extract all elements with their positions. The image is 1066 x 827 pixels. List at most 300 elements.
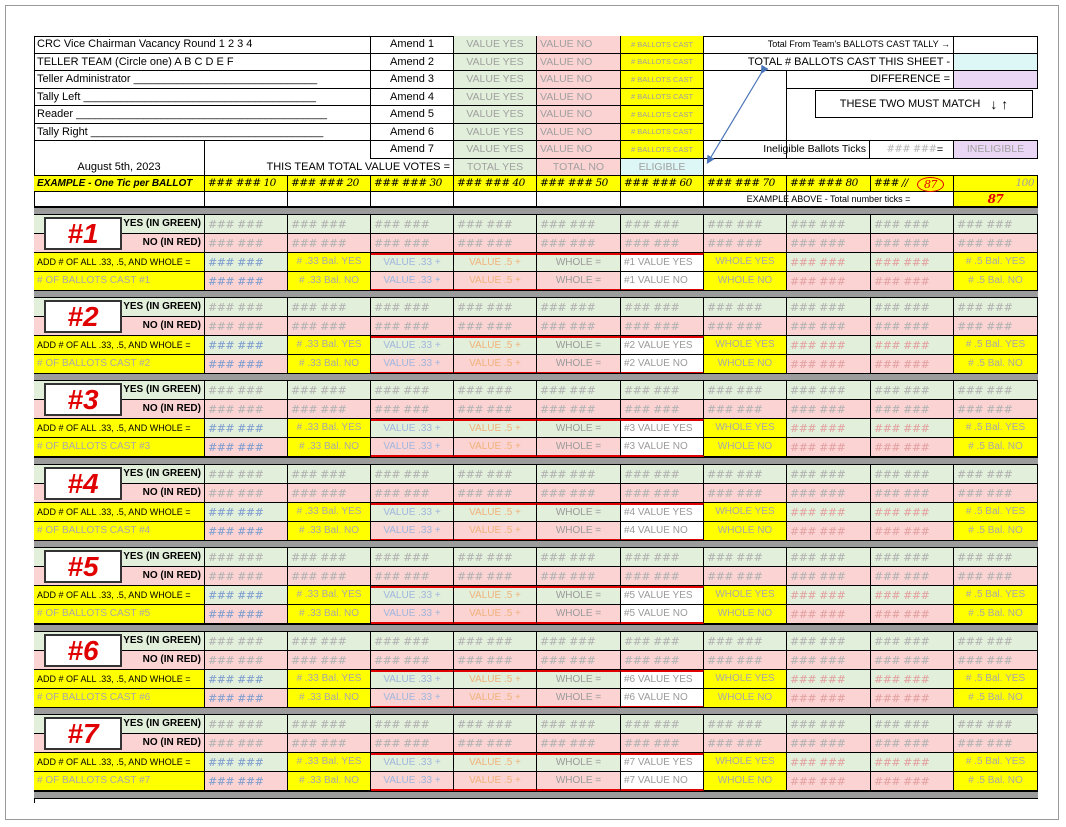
yes-tally-cell[interactable]: ### ### [205,465,288,484]
yes-tally-cell[interactable]: ### ### [871,465,954,484]
whole-yes-count[interactable]: WHOLE YES [704,336,787,355]
no-tally-cell[interactable]: ### ### [621,484,704,503]
whole-yes-cell[interactable]: WHOLE = [537,753,621,772]
no-tally-cell[interactable]: ### ### [371,400,454,419]
value-no-cell[interactable]: VALUE NO [537,71,621,89]
yes-tally-cell[interactable]: ### ### [704,381,787,400]
yes-tally-cell[interactable]: ### ### [371,298,454,317]
bal5-no-tally[interactable]: ### ### [787,772,871,791]
whole-yes-count[interactable]: WHOLE YES [704,670,787,689]
bal5-no-cell[interactable]: # .5 Bal. NO [954,438,1038,457]
whole-no-cell[interactable]: WHOLE = [537,605,621,624]
whole-yes-cell[interactable]: WHOLE = [537,336,621,355]
whole-no-cell[interactable]: WHOLE = [537,689,621,708]
yes-tally-cell[interactable]: ### ### [871,215,954,234]
bal33-yes-tally[interactable]: ### ### [205,670,288,689]
bal33-yes-tally[interactable]: ### ### [205,753,288,772]
no-tally-cell[interactable]: ### ### [537,400,621,419]
bal33-no-tally[interactable]: ### ### [205,355,288,374]
no-tally-cell[interactable]: ### ### [454,400,537,419]
no-tally-cell[interactable]: ### ### [621,651,704,670]
yes-tally-cell[interactable]: ### ### [454,381,537,400]
no-tally-cell[interactable]: ### ### [704,400,787,419]
no-tally-cell[interactable]: ### ### [371,567,454,586]
value-yes-cell[interactable]: VALUE YES [454,141,537,159]
no-tally-cell[interactable]: ### ### [704,651,787,670]
bal33-no-tally[interactable]: ### ### [205,438,288,457]
bal5-no-tally[interactable]: ### ### [787,689,871,708]
no-tally-cell[interactable]: ### ### [621,317,704,336]
bal5-no-tally[interactable]: ### ### [871,605,954,624]
bal33-no-tally[interactable]: ### ### [205,272,288,291]
bal33-yes-cell[interactable]: # .33 Bal. YES [288,670,371,689]
no-tally-cell[interactable]: ### ### [371,317,454,336]
bal5-yes-cell[interactable]: # .5 Bal. YES [954,419,1038,438]
no-tally-cell[interactable]: ### ### [704,317,787,336]
yes-tally-cell[interactable]: ### ### [954,381,1038,400]
yes-tally-cell[interactable]: ### ### [288,548,371,567]
no-tally-cell[interactable]: ### ### [205,567,288,586]
bal5-yes-tally[interactable]: ### ### [871,336,954,355]
yes-tally-cell[interactable]: ### ### [371,632,454,651]
ballots-cast-cell[interactable]: # BALLOTS CAST [621,106,704,124]
no-tally-cell[interactable]: ### ### [371,734,454,753]
value33-yes-cell[interactable]: VALUE .33 + [371,336,454,355]
bal5-no-tally[interactable]: ### ### [787,438,871,457]
whole-yes-count[interactable]: WHOLE YES [704,586,787,605]
no-tally-cell[interactable]: ### ### [371,234,454,253]
yes-tally-cell[interactable]: ### ### [454,632,537,651]
value5-no-cell[interactable]: VALUE .5 + [454,689,537,708]
bal5-yes-tally[interactable]: ### ### [787,253,871,272]
no-tally-cell[interactable]: ### ### [787,734,871,753]
yes-tally-cell[interactable]: ### ### [704,298,787,317]
no-tally-cell[interactable]: ### ### [205,317,288,336]
bal5-yes-tally[interactable]: ### ### [871,670,954,689]
ballots-cast-cell[interactable]: # BALLOTS CAST [621,141,704,159]
yes-tally-cell[interactable]: ### ### [454,215,537,234]
yes-tally-cell[interactable]: ### ### [205,298,288,317]
bal5-yes-cell[interactable]: # .5 Bal. YES [954,670,1038,689]
bal5-no-tally[interactable]: ### ### [787,272,871,291]
bal33-yes-cell[interactable]: # .33 Bal. YES [288,253,371,272]
yes-tally-cell[interactable]: ### ### [787,715,871,734]
total-yes-cell[interactable]: TOTAL YES [454,159,537,176]
value-no-result[interactable]: #7 VALUE NO [621,772,704,791]
no-tally-cell[interactable]: ### ### [454,567,537,586]
yes-tally-cell[interactable]: ### ### [621,715,704,734]
yes-tally-cell[interactable]: ### ### [205,381,288,400]
whole-no-cell[interactable]: WHOLE = [537,438,621,457]
bal5-yes-tally[interactable]: ### ### [871,503,954,522]
value33-yes-cell[interactable]: VALUE .33 + [371,503,454,522]
yes-tally-cell[interactable]: ### ### [954,215,1038,234]
no-tally-cell[interactable]: ### ### [871,567,954,586]
yes-tally-cell[interactable]: ### ### [288,215,371,234]
no-tally-cell[interactable]: ### ### [205,400,288,419]
yes-tally-cell[interactable]: ### ### [787,381,871,400]
yes-tally-cell[interactable]: ### ### [704,548,787,567]
no-tally-cell[interactable]: ### ### [787,567,871,586]
bal5-no-tally[interactable]: ### ### [787,355,871,374]
value-no-result[interactable]: #4 VALUE NO [621,522,704,541]
yes-tally-cell[interactable]: ### ### [205,632,288,651]
ineligible-value[interactable]: INELIGIBLE [954,141,1038,159]
bal5-no-tally[interactable]: ### ### [871,522,954,541]
yes-tally-cell[interactable]: ### ### [454,465,537,484]
no-tally-cell[interactable]: ### ### [954,734,1038,753]
bal5-yes-tally[interactable]: ### ### [871,586,954,605]
bal33-no-cell[interactable]: # .33 Bal. NO [288,355,371,374]
value-yes-cell[interactable]: VALUE YES [454,36,537,54]
yes-tally-cell[interactable]: ### ### [704,465,787,484]
no-tally-cell[interactable]: ### ### [537,651,621,670]
no-tally-cell[interactable]: ### ### [205,651,288,670]
no-tally-cell[interactable]: ### ### [787,651,871,670]
whole-no-cell[interactable]: WHOLE = [537,772,621,791]
whole-no-count[interactable]: WHOLE NO [704,438,787,457]
yes-tally-cell[interactable]: ### ### [454,715,537,734]
no-tally-cell[interactable]: ### ### [954,234,1038,253]
no-tally-cell[interactable]: ### ### [288,734,371,753]
value5-no-cell[interactable]: VALUE .5 + [454,605,537,624]
bal5-yes-tally[interactable]: ### ### [787,419,871,438]
value-no-cell[interactable]: VALUE NO [537,36,621,54]
ballots-cast-cell[interactable]: # BALLOTS CAST [621,89,704,106]
total-from-team-value[interactable] [954,36,1038,54]
bal5-yes-cell[interactable]: # .5 Bal. YES [954,503,1038,522]
yes-tally-cell[interactable]: ### ### [954,465,1038,484]
teller-administrator-field[interactable]: Teller Administrator ______________________________ [34,71,371,89]
value-yes-cell[interactable]: VALUE YES [454,54,537,71]
bal5-yes-tally[interactable]: ### ### [787,753,871,772]
value-no-result[interactable]: #3 VALUE NO [621,438,704,457]
no-tally-cell[interactable]: ### ### [454,484,537,503]
value5-yes-cell[interactable]: VALUE .5 + [454,503,537,522]
no-tally-cell[interactable]: ### ### [537,734,621,753]
value33-no-cell[interactable]: VALUE .33 + [371,522,454,541]
value5-no-cell[interactable]: VALUE .5 + [454,355,537,374]
value-yes-result[interactable]: #4 VALUE YES [621,503,704,522]
yes-tally-cell[interactable]: ### ### [205,715,288,734]
no-tally-cell[interactable]: ### ### [288,400,371,419]
no-tally-cell[interactable]: ### ### [871,734,954,753]
yes-tally-cell[interactable]: ### ### [954,632,1038,651]
value-yes-result[interactable]: #5 VALUE YES [621,586,704,605]
bal5-yes-cell[interactable]: # .5 Bal. YES [954,253,1038,272]
value-no-cell[interactable]: VALUE NO [537,89,621,106]
yes-tally-cell[interactable]: ### ### [288,715,371,734]
no-tally-cell[interactable]: ### ### [954,484,1038,503]
bal33-yes-cell[interactable]: # .33 Bal. YES [288,503,371,522]
no-tally-cell[interactable]: ### ### [787,317,871,336]
bal5-yes-tally[interactable]: ### ### [871,753,954,772]
yes-tally-cell[interactable]: ### ### [787,548,871,567]
reader-field[interactable]: Reader _________________________________________ [34,106,371,124]
eligible-cell[interactable]: ELIGIBLE [621,159,704,176]
no-tally-cell[interactable]: ### ### [871,317,954,336]
bal5-no-cell[interactable]: # .5 Bal. NO [954,355,1038,374]
whole-no-cell[interactable]: WHOLE = [537,522,621,541]
total-no-cell[interactable]: TOTAL NO [537,159,621,176]
yes-tally-cell[interactable]: ### ### [787,465,871,484]
yes-tally-cell[interactable]: ### ### [954,715,1038,734]
no-tally-cell[interactable]: ### ### [704,734,787,753]
bal5-no-cell[interactable]: # .5 Bal. NO [954,522,1038,541]
value5-yes-cell[interactable]: VALUE .5 + [454,670,537,689]
bal33-no-tally[interactable]: ### ### [205,522,288,541]
whole-no-count[interactable]: WHOLE NO [704,355,787,374]
whole-yes-count[interactable]: WHOLE YES [704,253,787,272]
bal33-yes-cell[interactable]: # .33 Bal. YES [288,586,371,605]
no-tally-cell[interactable]: ### ### [537,484,621,503]
no-tally-cell[interactable]: ### ### [288,567,371,586]
yes-tally-cell[interactable]: ### ### [288,632,371,651]
yes-tally-cell[interactable]: ### ### [537,632,621,651]
bal5-no-cell[interactable]: # .5 Bal. NO [954,605,1038,624]
no-tally-cell[interactable]: ### ### [787,484,871,503]
yes-tally-cell[interactable]: ### ### [704,215,787,234]
value-no-result[interactable]: #5 VALUE NO [621,605,704,624]
value5-no-cell[interactable]: VALUE .5 + [454,438,537,457]
bal5-no-tally[interactable]: ### ### [787,605,871,624]
whole-yes-cell[interactable]: WHOLE = [537,586,621,605]
bal33-yes-tally[interactable]: ### ### [205,336,288,355]
ballots-cast-cell[interactable]: # BALLOTS CAST [621,54,704,71]
ballots-cast-cell[interactable]: # BALLOTS CAST [621,36,704,54]
no-tally-cell[interactable]: ### ### [787,234,871,253]
no-tally-cell[interactable]: ### ### [205,734,288,753]
bal5-yes-tally[interactable]: ### ### [871,419,954,438]
bal33-yes-cell[interactable]: # .33 Bal. YES [288,419,371,438]
bal5-no-cell[interactable]: # .5 Bal. NO [954,689,1038,708]
value33-no-cell[interactable]: VALUE .33 + [371,438,454,457]
value33-no-cell[interactable]: VALUE .33 + [371,689,454,708]
value33-yes-cell[interactable]: VALUE .33 + [371,670,454,689]
no-tally-cell[interactable]: ### ### [621,400,704,419]
whole-no-cell[interactable]: WHOLE = [537,355,621,374]
no-tally-cell[interactable]: ### ### [954,651,1038,670]
ballots-cast-cell[interactable]: # BALLOTS CAST [621,124,704,141]
yes-tally-cell[interactable]: ### ### [954,298,1038,317]
yes-tally-cell[interactable]: ### ### [537,715,621,734]
tally-right-field[interactable]: Tally Right ______________________________________ [34,124,371,141]
value33-no-cell[interactable]: VALUE .33 + [371,772,454,791]
yes-tally-cell[interactable]: ### ### [371,215,454,234]
no-tally-cell[interactable]: ### ### [954,317,1038,336]
yes-tally-cell[interactable]: ### ### [371,715,454,734]
value5-yes-cell[interactable]: VALUE .5 + [454,753,537,772]
bal33-yes-tally[interactable]: ### ### [205,503,288,522]
value-yes-cell[interactable]: VALUE YES [454,71,537,89]
whole-yes-count[interactable]: WHOLE YES [704,503,787,522]
yes-tally-cell[interactable]: ### ### [537,465,621,484]
yes-tally-cell[interactable]: ### ### [704,632,787,651]
value-no-result[interactable]: #6 VALUE NO [621,689,704,708]
value-no-cell[interactable]: VALUE NO [537,106,621,124]
bal5-no-tally[interactable]: ### ### [871,438,954,457]
bal5-yes-cell[interactable]: # .5 Bal. YES [954,336,1038,355]
bal5-yes-cell[interactable]: # .5 Bal. YES [954,753,1038,772]
bal33-no-tally[interactable]: ### ### [205,689,288,708]
bal5-no-tally[interactable]: ### ### [871,689,954,708]
bal5-yes-cell[interactable]: # .5 Bal. YES [954,586,1038,605]
whole-no-count[interactable]: WHOLE NO [704,689,787,708]
no-tally-cell[interactable]: ### ### [704,484,787,503]
no-tally-cell[interactable]: ### ### [704,567,787,586]
yes-tally-cell[interactable]: ### ### [205,215,288,234]
value-no-result[interactable]: #2 VALUE NO [621,355,704,374]
bal33-no-cell[interactable]: # .33 Bal. NO [288,522,371,541]
yes-tally-cell[interactable]: ### ### [871,715,954,734]
bal5-no-cell[interactable]: # .5 Bal. NO [954,772,1038,791]
bal33-yes-cell[interactable]: # .33 Bal. YES [288,336,371,355]
yes-tally-cell[interactable]: ### ### [205,548,288,567]
whole-no-count[interactable]: WHOLE NO [704,272,787,291]
no-tally-cell[interactable]: ### ### [205,484,288,503]
value-no-result[interactable]: #1 VALUE NO [621,272,704,291]
no-tally-cell[interactable]: ### ### [454,651,537,670]
yes-tally-cell[interactable]: ### ### [537,298,621,317]
whole-yes-count[interactable]: WHOLE YES [704,753,787,772]
value33-no-cell[interactable]: VALUE .33 + [371,605,454,624]
value-yes-result[interactable]: #1 VALUE YES [621,253,704,272]
value5-no-cell[interactable]: VALUE .5 + [454,522,537,541]
no-tally-cell[interactable]: ### ### [205,234,288,253]
bal5-yes-tally[interactable]: ### ### [787,336,871,355]
yes-tally-cell[interactable]: ### ### [537,215,621,234]
tally-left-field[interactable]: Tally Left ______________________________________ [34,89,371,106]
yes-tally-cell[interactable]: ### ### [871,548,954,567]
bal5-yes-tally[interactable]: ### ### [871,253,954,272]
bal5-no-tally[interactable]: ### ### [787,522,871,541]
yes-tally-cell[interactable]: ### ### [704,715,787,734]
bal33-yes-tally[interactable]: ### ### [205,419,288,438]
value33-no-cell[interactable]: VALUE .33 + [371,272,454,291]
no-tally-cell[interactable]: ### ### [621,567,704,586]
yes-tally-cell[interactable]: ### ### [454,548,537,567]
bal5-no-cell[interactable]: # .5 Bal. NO [954,272,1038,291]
value5-no-cell[interactable]: VALUE .5 + [454,272,537,291]
value33-no-cell[interactable]: VALUE .33 + [371,355,454,374]
no-tally-cell[interactable]: ### ### [371,651,454,670]
value5-no-cell[interactable]: VALUE .5 + [454,772,537,791]
no-tally-cell[interactable]: ### ### [954,567,1038,586]
yes-tally-cell[interactable]: ### ### [621,632,704,651]
whole-yes-cell[interactable]: WHOLE = [537,503,621,522]
yes-tally-cell[interactable]: ### ### [537,381,621,400]
bal5-yes-tally[interactable]: ### ### [787,586,871,605]
bal5-no-tally[interactable]: ### ### [871,355,954,374]
no-tally-cell[interactable]: ### ### [288,317,371,336]
value-yes-result[interactable]: #2 VALUE YES [621,336,704,355]
value-yes-cell[interactable]: VALUE YES [454,106,537,124]
value5-yes-cell[interactable]: VALUE .5 + [454,336,537,355]
no-tally-cell[interactable]: ### ### [871,484,954,503]
no-tally-cell[interactable]: ### ### [704,234,787,253]
no-tally-cell[interactable]: ### ### [621,734,704,753]
no-tally-cell[interactable]: ### ### [787,400,871,419]
ineligible-tally[interactable]: ### ### [870,141,954,159]
value5-yes-cell[interactable]: VALUE .5 + [454,253,537,272]
yes-tally-cell[interactable]: ### ### [621,298,704,317]
bal33-no-cell[interactable]: # .33 Bal. NO [288,605,371,624]
bal5-no-tally[interactable]: ### ### [871,272,954,291]
whole-yes-count[interactable]: WHOLE YES [704,419,787,438]
yes-tally-cell[interactable]: ### ### [371,465,454,484]
bal33-no-tally[interactable]: ### ### [205,605,288,624]
value33-yes-cell[interactable]: VALUE .33 + [371,419,454,438]
no-tally-cell[interactable]: ### ### [454,734,537,753]
no-tally-cell[interactable]: ### ### [537,317,621,336]
whole-no-count[interactable]: WHOLE NO [704,605,787,624]
value-yes-cell[interactable]: VALUE YES [454,89,537,106]
no-tally-cell[interactable]: ### ### [954,400,1038,419]
ballots-cast-cell[interactable]: # BALLOTS CAST [621,71,704,89]
no-tally-cell[interactable]: ### ### [454,234,537,253]
value-yes-result[interactable]: #3 VALUE YES [621,419,704,438]
yes-tally-cell[interactable]: ### ### [871,298,954,317]
value33-yes-cell[interactable]: VALUE .33 + [371,753,454,772]
no-tally-cell[interactable]: ### ### [871,400,954,419]
value33-yes-cell[interactable]: VALUE .33 + [371,586,454,605]
difference-value[interactable] [954,71,1038,89]
whole-no-count[interactable]: WHOLE NO [704,772,787,791]
bal33-yes-cell[interactable]: # .33 Bal. YES [288,753,371,772]
yes-tally-cell[interactable]: ### ### [371,381,454,400]
value-no-cell[interactable]: VALUE NO [537,54,621,71]
yes-tally-cell[interactable]: ### ### [621,548,704,567]
no-tally-cell[interactable]: ### ### [537,567,621,586]
bal33-no-cell[interactable]: # .33 Bal. NO [288,772,371,791]
yes-tally-cell[interactable]: ### ### [621,215,704,234]
value5-yes-cell[interactable]: VALUE .5 + [454,586,537,605]
whole-no-count[interactable]: WHOLE NO [704,522,787,541]
yes-tally-cell[interactable]: ### ### [288,381,371,400]
bal33-no-cell[interactable]: # .33 Bal. NO [288,272,371,291]
yes-tally-cell[interactable]: ### ### [537,548,621,567]
yes-tally-cell[interactable]: ### ### [454,298,537,317]
bal5-yes-tally[interactable]: ### ### [787,670,871,689]
yes-tally-cell[interactable]: ### ### [871,381,954,400]
yes-tally-cell[interactable]: ### ### [787,298,871,317]
whole-no-cell[interactable]: WHOLE = [537,272,621,291]
yes-tally-cell[interactable]: ### ### [288,465,371,484]
total-ballots-sheet-value[interactable] [954,54,1038,71]
bal33-yes-tally[interactable]: ### ### [205,253,288,272]
value33-yes-cell[interactable]: VALUE .33 + [371,253,454,272]
no-tally-cell[interactable]: ### ### [371,484,454,503]
bal5-yes-tally[interactable]: ### ### [787,503,871,522]
no-tally-cell[interactable]: ### ### [871,651,954,670]
no-tally-cell[interactable]: ### ### [871,234,954,253]
bal33-yes-tally[interactable]: ### ### [205,586,288,605]
bal33-no-cell[interactable]: # .33 Bal. NO [288,689,371,708]
yes-tally-cell[interactable]: ### ### [871,632,954,651]
value-no-cell[interactable]: VALUE NO [537,141,621,159]
bal33-no-cell[interactable]: # .33 Bal. NO [288,438,371,457]
value5-yes-cell[interactable]: VALUE .5 + [454,419,537,438]
whole-yes-cell[interactable]: WHOLE = [537,670,621,689]
no-tally-cell[interactable]: ### ### [537,234,621,253]
yes-tally-cell[interactable]: ### ### [288,298,371,317]
no-tally-cell[interactable]: ### ### [288,484,371,503]
value-yes-result[interactable]: #6 VALUE YES [621,670,704,689]
value-yes-result[interactable]: #7 VALUE YES [621,753,704,772]
value-no-cell[interactable]: VALUE NO [537,124,621,141]
bal5-no-tally[interactable]: ### ### [871,772,954,791]
yes-tally-cell[interactable]: ### ### [621,381,704,400]
